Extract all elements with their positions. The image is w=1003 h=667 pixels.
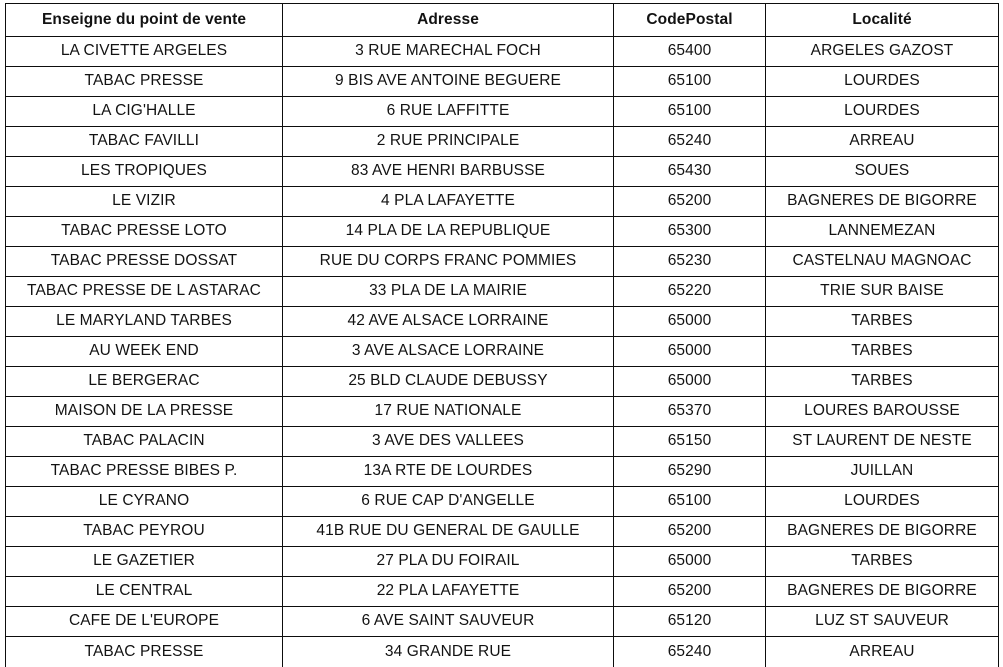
cell-codepostal: 65240 [614,127,766,157]
column-header-localite: Localité [766,4,999,37]
cell-localite: ARREAU [766,637,999,667]
cell-adresse: 34 GRANDE RUE [283,637,614,667]
table-row [6,157,999,187]
cell-localite: TRIE SUR BAISE [766,277,999,307]
table-row [6,637,999,667]
cell-enseigne: LA CIVETTE ARGELES [6,37,283,67]
points-of-sale-table [5,3,999,667]
cell-adresse: 4 PLA LAFAYETTE [283,187,614,217]
cell-enseigne: TABAC PRESSE DE L ASTARAC [6,277,283,307]
cell-adresse: 6 RUE CAP D'ANGELLE [283,487,614,517]
cell-codepostal: 65100 [614,97,766,127]
cell-localite: LOURDES [766,487,999,517]
cell-adresse: 33 PLA DE LA MAIRIE [283,277,614,307]
cell-localite: LOURDES [766,67,999,97]
cell-codepostal: 65200 [614,517,766,547]
cell-codepostal: 65220 [614,277,766,307]
table-body [6,37,999,667]
table-header [6,4,999,37]
cell-codepostal: 65430 [614,157,766,187]
table-row [6,577,999,607]
table-row [6,517,999,547]
column-header-adresse: Adresse [283,4,614,37]
cell-codepostal: 65230 [614,247,766,277]
cell-localite: ST LAURENT DE NESTE [766,427,999,457]
cell-codepostal: 65200 [614,577,766,607]
document-page [0,3,1003,624]
table-row [6,97,999,127]
column-header-enseigne: Enseigne du point de vente [6,4,283,37]
cell-codepostal: 65120 [614,607,766,637]
cell-adresse: 3 AVE ALSACE LORRAINE [283,337,614,367]
cell-codepostal: 65100 [614,67,766,97]
table-row [6,457,999,487]
cell-adresse: 3 AVE DES VALLEES [283,427,614,457]
cell-enseigne: TABAC PRESSE DOSSAT [6,247,283,277]
cell-adresse: 41B RUE DU GENERAL DE GAULLE [283,517,614,547]
table-row [6,607,999,637]
cell-localite: JUILLAN [766,457,999,487]
cell-adresse: 17 RUE NATIONALE [283,397,614,427]
cell-adresse: 6 AVE SAINT SAUVEUR [283,607,614,637]
cell-localite: BAGNERES DE BIGORRE [766,187,999,217]
cell-enseigne: TABAC PRESSE [6,67,283,97]
cell-enseigne: LES TROPIQUES [6,157,283,187]
cell-enseigne: LE VIZIR [6,187,283,217]
cell-codepostal: 65200 [614,187,766,217]
table-row [6,307,999,337]
cell-enseigne: TABAC PALACIN [6,427,283,457]
table-row [6,37,999,67]
cell-adresse: 42 AVE ALSACE LORRAINE [283,307,614,337]
cell-codepostal: 65000 [614,337,766,367]
cell-localite: BAGNERES DE BIGORRE [766,517,999,547]
table-row [6,67,999,97]
cell-localite: TARBES [766,367,999,397]
cell-localite: SOUES [766,157,999,187]
cell-enseigne: TABAC PRESSE BIBES P. [6,457,283,487]
cell-adresse: 3 RUE MARECHAL FOCH [283,37,614,67]
table-row [6,427,999,457]
cell-adresse: 83 AVE HENRI BARBUSSE [283,157,614,187]
cell-codepostal: 65100 [614,487,766,517]
cell-enseigne: LE GAZETIER [6,547,283,577]
table-row [6,547,999,577]
table-row [6,397,999,427]
cell-enseigne: AU WEEK END [6,337,283,367]
cell-codepostal: 65240 [614,637,766,667]
cell-localite: LANNEMEZAN [766,217,999,247]
cell-codepostal: 65290 [614,457,766,487]
table-row [6,337,999,367]
cell-localite: LOURDES [766,97,999,127]
table-header-row [6,4,999,37]
cell-adresse: 27 PLA DU FOIRAIL [283,547,614,577]
cell-codepostal: 65000 [614,307,766,337]
cell-enseigne: LA CIG'HALLE [6,97,283,127]
cell-localite: TARBES [766,337,999,367]
cell-enseigne: LE CENTRAL [6,577,283,607]
cell-localite: BAGNERES DE BIGORRE [766,577,999,607]
cell-adresse: RUE DU CORPS FRANC POMMIES [283,247,614,277]
table-row [6,187,999,217]
cell-adresse: 25 BLD CLAUDE DEBUSSY [283,367,614,397]
cell-codepostal: 65000 [614,547,766,577]
cell-enseigne: TABAC PEYROU [6,517,283,547]
cell-enseigne: LE CYRANO [6,487,283,517]
cell-localite: TARBES [766,307,999,337]
cell-enseigne: LE MARYLAND TARBES [6,307,283,337]
cell-codepostal: 65300 [614,217,766,247]
cell-enseigne: LE BERGERAC [6,367,283,397]
table-row [6,487,999,517]
cell-codepostal: 65150 [614,427,766,457]
cell-enseigne: MAISON DE LA PRESSE [6,397,283,427]
cell-codepostal: 65370 [614,397,766,427]
table-row [6,277,999,307]
cell-adresse: 13A RTE DE LOURDES [283,457,614,487]
cell-localite: ARGELES GAZOST [766,37,999,67]
column-header-codepostal: CodePostal [614,4,766,37]
cell-localite: ARREAU [766,127,999,157]
cell-enseigne: CAFE DE L'EUROPE [6,607,283,637]
table-row [6,217,999,247]
cell-adresse: 6 RUE LAFFITTE [283,97,614,127]
table-row [6,127,999,157]
cell-adresse: 9 BIS AVE ANTOINE BEGUERE [283,67,614,97]
cell-enseigne: TABAC PRESSE LOTO [6,217,283,247]
table-row [6,367,999,397]
cell-adresse: 22 PLA LAFAYETTE [283,577,614,607]
cell-localite: LUZ ST SAUVEUR [766,607,999,637]
cell-localite: CASTELNAU MAGNOAC [766,247,999,277]
table-row [6,247,999,277]
cell-localite: LOURES BAROUSSE [766,397,999,427]
cell-enseigne: TABAC FAVILLI [6,127,283,157]
cell-adresse: 14 PLA DE LA REPUBLIQUE [283,217,614,247]
cell-localite: TARBES [766,547,999,577]
cell-codepostal: 65000 [614,367,766,397]
cell-adresse: 2 RUE PRINCIPALE [283,127,614,157]
cell-codepostal: 65400 [614,37,766,67]
cell-enseigne: TABAC PRESSE [6,637,283,667]
